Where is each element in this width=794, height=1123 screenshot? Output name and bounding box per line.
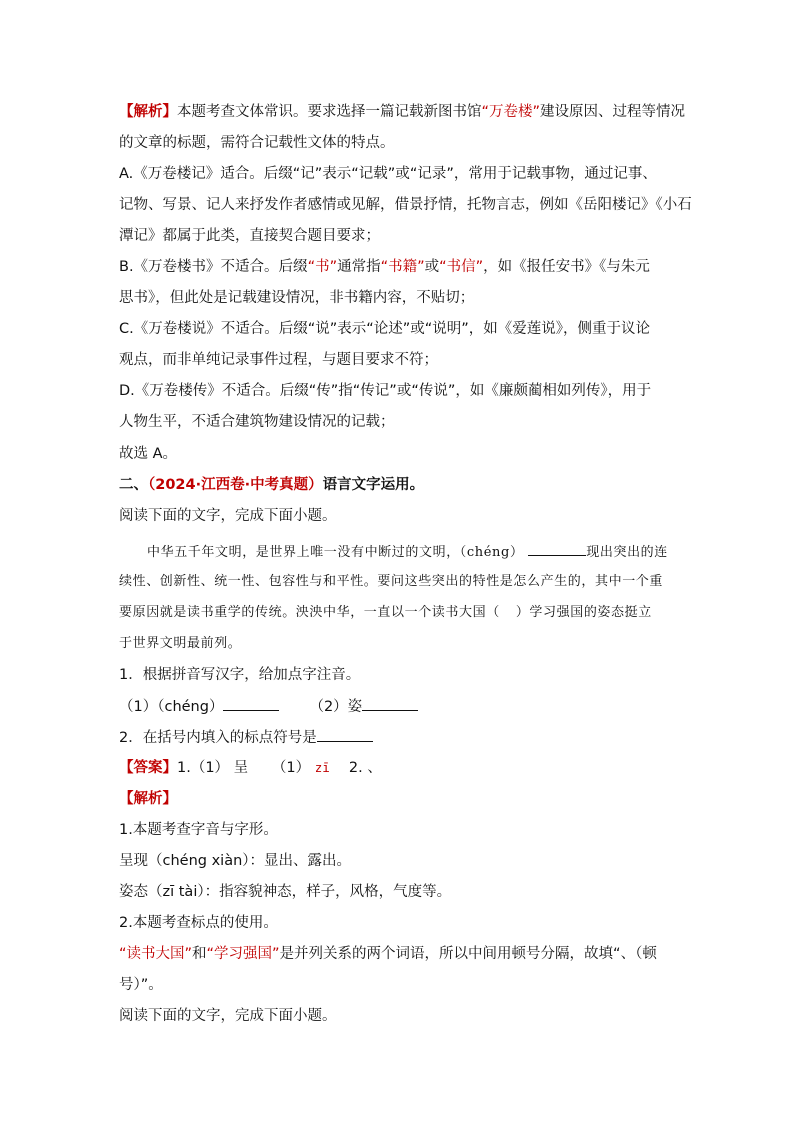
quoted-term: “万卷楼” [481, 104, 541, 120]
option-a-line-3: 潭记》都属于此类，直接契合题目要求； [119, 228, 380, 244]
analysis-text: ，如《报任安书》《与朱元 [483, 259, 650, 275]
analysis-line-2: 的文章的标题，需符合记载性文体的特点。 [119, 135, 395, 151]
explanation-1: 1.本题考查字音与字形。 [119, 822, 278, 838]
quoted-term: “书信” [439, 259, 484, 275]
explanation-4: 2.本题考查标点的使用。 [119, 915, 278, 931]
passage-line-3 [119, 603, 652, 623]
fill-blank [223, 696, 279, 711]
option-a-line-2: 记物、写景、记人来抒发作者感情或见解，借景抒情，托物言志，例如《岳阳楼记》《小石 [119, 197, 692, 213]
answer-line [119, 758, 382, 778]
option-b-line-1 [119, 257, 650, 277]
answer-text: 1.（1） 呈 （1） [177, 760, 315, 776]
question-2-text: 2．在括号内填入的标点符号是 [119, 730, 317, 746]
option-c-line-1: C.《万卷楼说》不适合。后缀“说”表示“论述”或“说明”，如《爱莲说》，侧重于议论 [119, 321, 651, 337]
fill-blank [362, 696, 418, 711]
explanation-3: 姿态（zī tài）：指容貌神态，样子，风格，气度等。 [119, 884, 452, 900]
explanation-text: 和 [192, 946, 207, 962]
passage-line-1 [147, 541, 668, 563]
option-d-line-2: 人物生平，不适合建筑物建设情况的记载； [119, 414, 395, 430]
passage-line-4: 于世界文明最前列。 [119, 636, 242, 651]
quoted-term: “书” [307, 259, 338, 275]
next-instruction: 阅读下面的文字，完成下面小题。 [119, 1008, 337, 1024]
analysis-text: 通常指 [337, 259, 381, 275]
analysis-tag: 【解析】 [119, 104, 177, 120]
analysis-text: 或 [424, 259, 440, 275]
section-heading [119, 475, 424, 495]
question-1-subs [119, 696, 418, 717]
section-title: 语言文字运用。 [322, 477, 425, 493]
answer-tag: 【答案】 [119, 760, 177, 776]
quoted-term: “读书大国” [119, 946, 193, 962]
quoted-term: “书籍” [380, 259, 425, 275]
passage-line-2: 续性、创新性、统一性、包容性与和平性。要问这些突出的特性是怎么产生的，其中一个重 [119, 574, 664, 589]
fill-blank [528, 541, 586, 556]
explanation-2: 呈现（chéng xiàn）：显出、露出。 [119, 853, 352, 869]
answer-pinyin: zī [314, 760, 330, 775]
analysis-text: 本题考查文体常识。要求选择一篇记载新图书馆 [177, 104, 482, 120]
instruction: 阅读下面的文字，完成下面小题。 [119, 508, 337, 524]
section-number: 二、 [119, 477, 148, 493]
question-1: 1．根据拼音写汉字，给加点字注音。 [119, 667, 361, 683]
sub-question-1: （1）（chéng） [119, 699, 224, 715]
fill-blank [317, 727, 373, 742]
passage-text: 要原因就是读书重学的传统。泱泱中华，一直以一个读书大国（ [119, 605, 500, 620]
passage-text: 中华五千年文明，是世界上唯一没有中断过的文明，（chéng） [147, 545, 524, 560]
analysis-text: 建设原因、过程等情况 [540, 104, 686, 120]
analysis-tag-2: 【解析】 [119, 791, 177, 807]
sub-question-2: （2）姿 [309, 699, 363, 715]
passage-text: ）学习强国的姿态挺立 [515, 605, 652, 620]
question-2 [119, 727, 373, 748]
option-b-line-2: 思书》，但此处是记载建设情况，非书籍内容，不贴切； [119, 290, 475, 306]
answer-text: 2. 、 [329, 760, 382, 776]
option-c-line-2: 观点，而非单纯记录事件过程，与题目要求不符； [119, 352, 438, 368]
analysis-line-1 [119, 102, 685, 122]
quoted-term: “学习强国” [206, 946, 280, 962]
explanation-6: 号）”。 [119, 977, 163, 993]
passage-text: 现出突出的连 [586, 545, 668, 560]
analysis-text: B.《万卷楼书》不适合。后缀 [119, 259, 308, 275]
explanation-5 [119, 944, 657, 964]
section-source: （2024·江西卷·中考真题） [148, 477, 323, 493]
option-d-line-1: D.《万卷楼传》不适合。后缀“传”指“传记”或“传说”，如《廉颇蔺相如列传》，用于 [119, 383, 652, 399]
explanation-text: 是并列关系的两个词语，所以中间用顿号分隔，故填“、（顿 [279, 946, 657, 962]
option-a-line-1: A.《万卷楼记》适合。后缀“记”表示“记载”或“记录”，常用于记载事物，通过记事、 [119, 166, 657, 182]
conclusion: 故选 A。 [119, 446, 178, 462]
